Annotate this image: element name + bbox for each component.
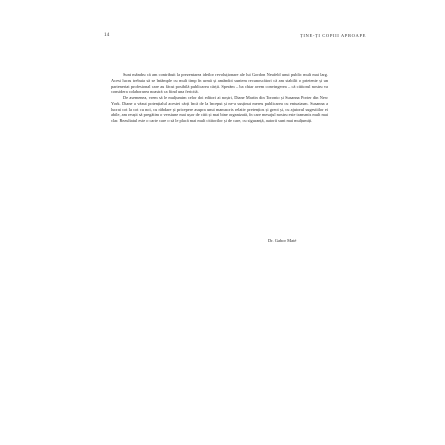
acknowledgments-text <box>111 72 328 124</box>
running-title: ȚINE-ȚI COPIII APROAPE <box>300 33 367 38</box>
page-number: 14 <box>104 33 110 38</box>
paragraph-2: De asemenea, vrem să le mulțumim celor doi editori ai noștri, Diane Martin din Toronto și Susanna Porter din New York. Diane a văzut potențialul acestei cărți încă de la început și ne-a susținut mereu publicarea cu entuziasm. Susanna a lucrat cot la cot cu noi, cu răbdare și pricepere asupra unui manuscris relativ pretențios și greoi și, cu ajutorul sugestiilor ei abile, am reușit să pregătim o versiune mai ușor de citit și mai bine organizată, în care mesajul nostru este transmis mult mai clar. Rezultatul este o carte care o să le placă mai mult cititorilor și de care, cu siguranță, autorii sunt mai mulțumiți. <box>111 95 328 123</box>
paragraph-1: Sunt mândru că am contribuit la prezentarea ideilor revoluționare ale lui Gordon Neufeld unui public mult mai larg. Acest lucru trebuia să se întâmple cu mult timp în urmă și amândoi suntem recunoscători că am stabilit o prietenie și un parteneriat profesional care au făcut posibilă publicarea cărții. Sperăm – ba chiar avem convingerea – că cititorul nostru va considera colaborarea noastră ca fiind una fericită. <box>111 72 328 95</box>
author-signature: Dr. Gabor Maté <box>268 238 297 243</box>
